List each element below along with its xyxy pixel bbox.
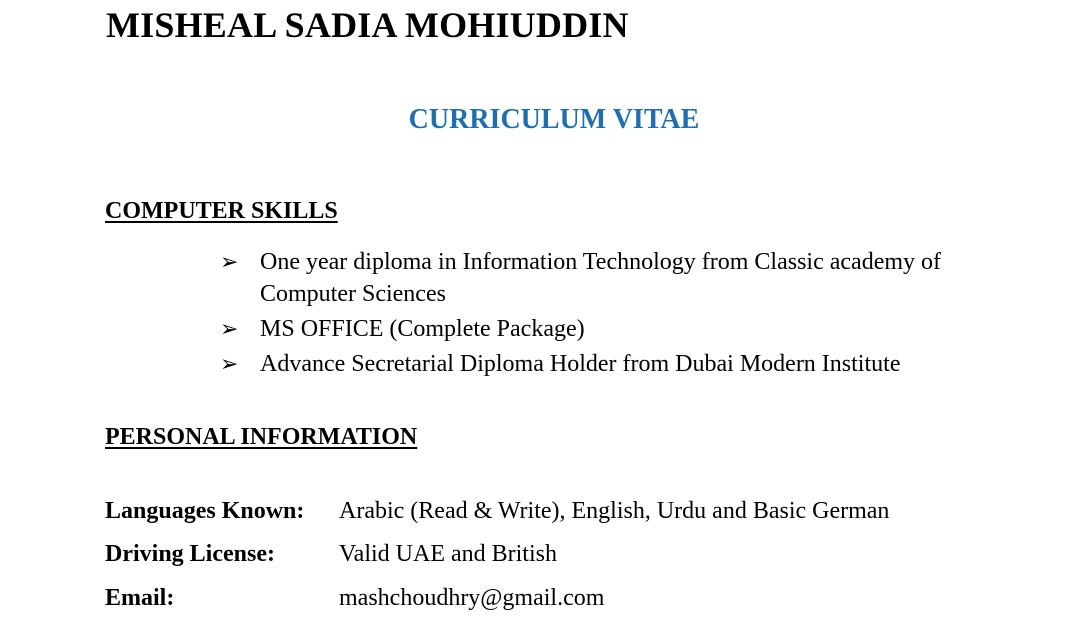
arrow-bullet-icon: ➢ [220, 351, 239, 376]
list-item [220, 313, 1020, 345]
info-label: Languages Known: [105, 498, 305, 524]
skill-text: One year diploma in Information Technology from Classic academy of Computer Sciences [260, 249, 942, 307]
info-value: Arabic (Read & Write), English, Urdu and Basic German [339, 498, 890, 524]
skill-text: MS OFFICE (Complete Package) [260, 316, 585, 342]
section-heading-computer-skills: COMPUTER SKILLS [105, 198, 338, 224]
section-heading-personal-information: PERSONAL INFORMATION [105, 424, 418, 450]
info-label: Driving License: [105, 541, 275, 567]
info-label: Email: [105, 585, 175, 611]
email-value: mashchoudhry@gmail.com [339, 585, 605, 611]
arrow-bullet-icon: ➢ [220, 249, 239, 274]
info-value: Valid UAE and British [339, 541, 557, 567]
document-title: CURRICULUM VITAE [408, 104, 700, 135]
skill-text: Advance Secretarial Diploma Holder from Dubai Modern Institute [260, 351, 901, 377]
info-row-email [105, 585, 604, 612]
list-item [220, 348, 1020, 380]
list-item [220, 246, 1020, 310]
computer-skills-list [220, 246, 1020, 383]
arrow-bullet-icon: ➢ [220, 316, 239, 341]
info-row-driving-license [105, 541, 557, 568]
info-row-languages [105, 498, 889, 525]
candidate-name: MISHEAL SADIA MOHIUDDIN [106, 5, 629, 45]
